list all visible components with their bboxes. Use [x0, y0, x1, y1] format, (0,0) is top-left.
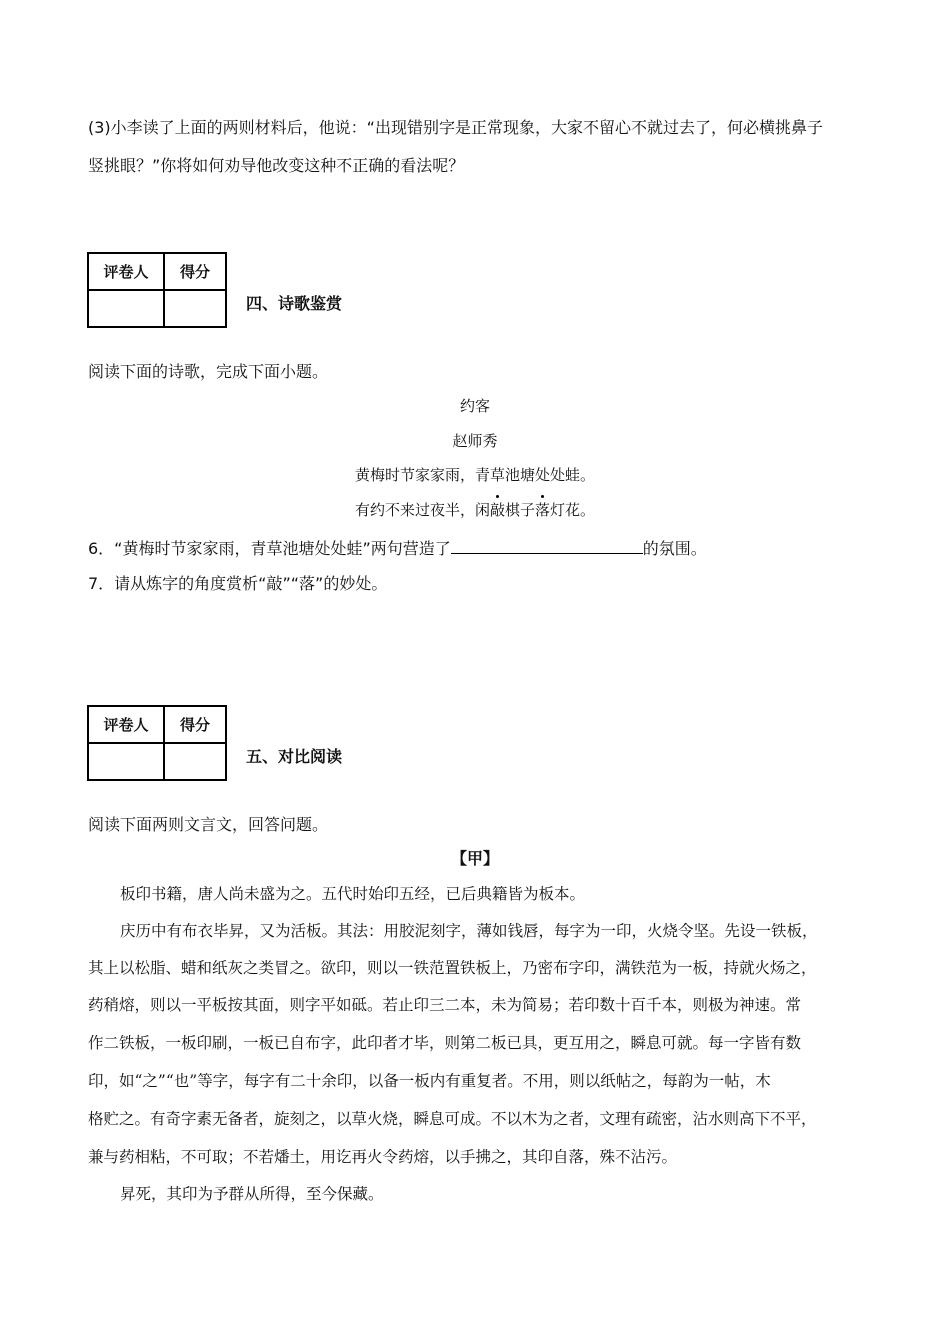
question-6: [88, 537, 707, 559]
reviewer-cell[interactable]: [88, 743, 164, 780]
poem-line-2: [0, 500, 950, 520]
q3-line-2: 竖挑眼？”你将如何劝导他改变这种不正确的看法呢？: [88, 156, 465, 175]
passage-p2-line-2: 其上以松脂、蜡和纸灰之类冒之。欲印，则以一铁范置铁板上，乃密布字印，满铁范为一板，持就火炀之，: [88, 959, 817, 977]
q3-line-1: (3)小李读了上面的两则材料后，他说：“出现错别字是正常现象，大家不留心不就过去了，何必横挑鼻子: [88, 118, 823, 137]
emphasis-char-qiao: 敲: [489, 501, 505, 519]
section5-title: 五、对比阅读: [246, 747, 343, 766]
emphasis-char-luo: 落: [535, 501, 551, 519]
reviewer-header: 评卷人: [88, 253, 164, 290]
passage-paragraph-3: 昇死，其印为予群从所得，至今保藏。: [120, 1185, 384, 1203]
answer-blank[interactable]: [451, 537, 643, 554]
passage-paragraph-1: 板印书籍，唐人尚未盛为之。五代时始印五经，已后典籍皆为板本。: [120, 885, 586, 903]
question-7: 7．请从炼字的角度赏析“敲”“落”的妙处。: [88, 574, 388, 593]
score-cell[interactable]: [164, 743, 226, 780]
section5-instruction: 阅读下面两则文言文，回答问题。: [88, 815, 329, 834]
passage-p2-line-4: 作二铁板，一板印刷，一板已自布字，此印者才毕，则第二板已具，更互用之，瞬息可就。每一字皆有数: [88, 1034, 802, 1052]
poem-line-2-part-a: 有约不来过夜半，闲: [354, 501, 490, 519]
passage-label-jia: 【甲】: [450, 849, 499, 868]
section4-instruction: 阅读下面的诗歌，完成下面小题。: [88, 362, 329, 381]
reviewer-header: 评卷人: [88, 706, 164, 743]
score-table-section5: [87, 705, 227, 781]
score-header: 得分: [164, 253, 226, 290]
poem-line-2-part-b: 棋子: [504, 501, 535, 519]
poem-title: 约客: [459, 397, 490, 415]
poem-line-1: 黄梅时节家家雨，青草池塘处处蛙。: [354, 466, 595, 484]
passage-p2-line-7: 兼与药相粘，不可取；不若燔土，用讫再火令药熔，以手拂之，其印自落，殊不沾污。: [88, 1148, 678, 1166]
poem-line-2-part-c: 灯花。: [550, 501, 596, 519]
passage-p2-line-6: 格贮之。有奇字素无备者，旋刻之，以草火烧，瞬息可成。不以木为之者，文理有疏密，沾水则高下不平，: [88, 1110, 817, 1128]
score-header: 得分: [164, 706, 226, 743]
passage-p2-line-3: 药稍熔，则以一平板按其面，则字平如砥。若止印三二本，未为简易；若印数十百千本，则极为神速。常: [88, 996, 802, 1014]
score-cell[interactable]: [164, 290, 226, 327]
score-table-section4: [87, 252, 227, 328]
poem-author: 赵师秀: [452, 432, 498, 450]
reviewer-cell[interactable]: [88, 290, 164, 327]
section4-title: 四、诗歌鉴赏: [246, 294, 343, 313]
question-6-suffix: 的氛围。: [642, 539, 707, 558]
passage-p2-line-5: 印，如“之”“也”等字，每字有二十余印，以备一板内有重复者。不用，则以纸帖之，每韵为一帖，木: [88, 1072, 771, 1090]
question-6-prompt: 6．“黄梅时节家家雨，青草池塘处处蛙”两句营造了: [88, 539, 451, 558]
passage-p2-line-1: 庆历中有布衣毕昇，又为活板。其法：用胶泥刻字，薄如钱唇，每字为一印，火烧令坚。先设一铁板，: [120, 922, 818, 940]
